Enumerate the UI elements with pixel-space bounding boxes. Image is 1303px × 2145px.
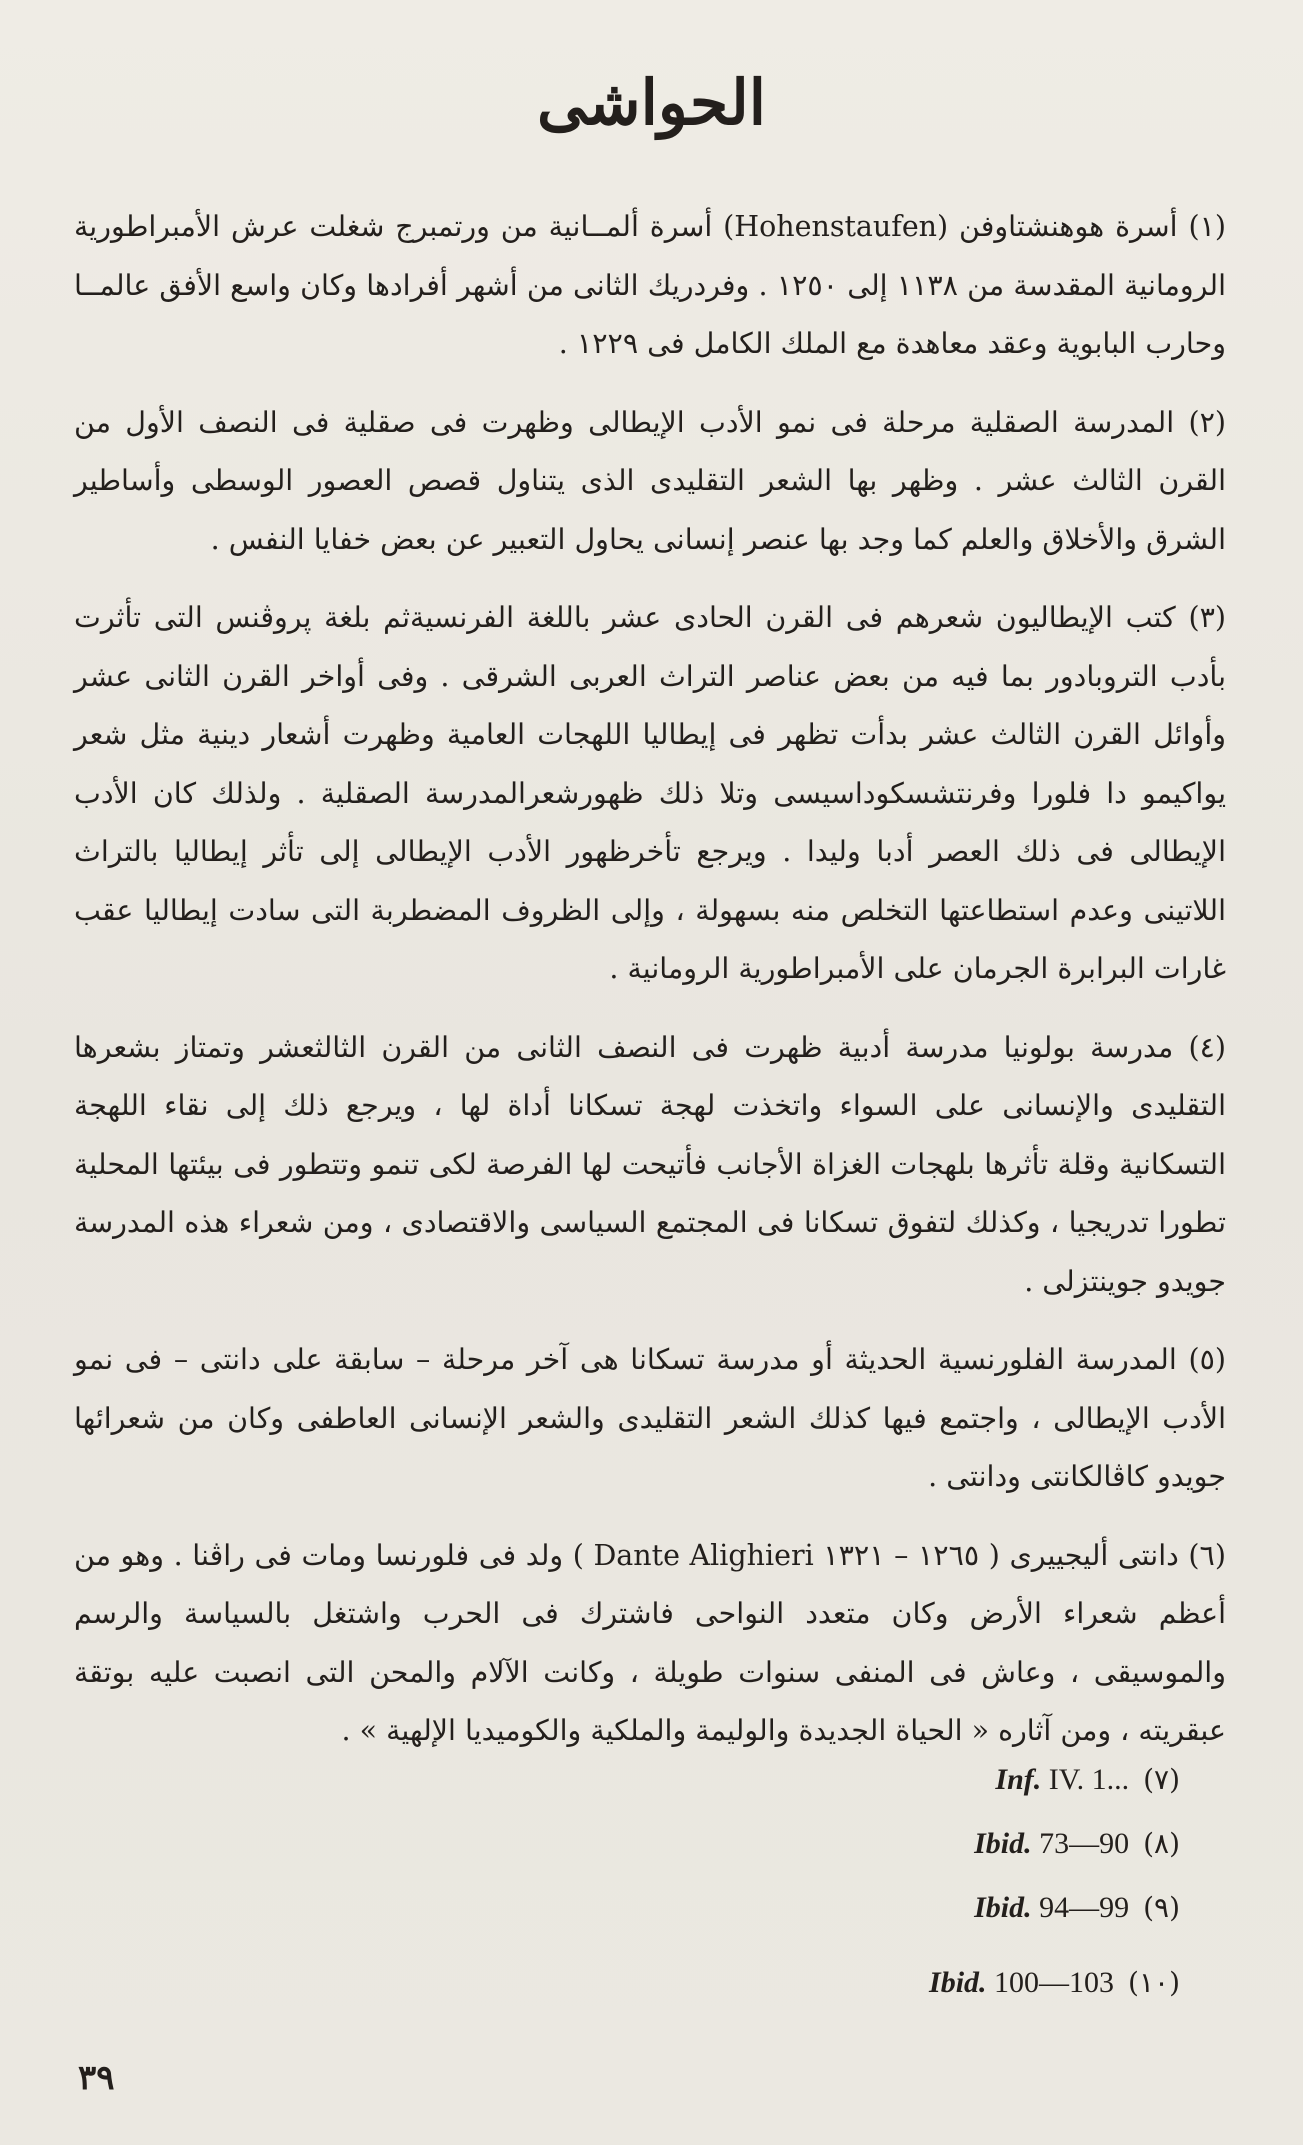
note-text: مدرسة بولونيا مدرسة أدبية ظهرت فى النصف الثانى من القرن الثالثعشر وتمتاز بشعرها التقليدى والإنسانى على السواء واتخذت لهجة تسكانا أداة لها ، ويرجع ذلك إلى نقاء اللهجة التسكانية وقلة تأثرها بلهجات الغزاة الأجانب فأتيحت لها الفرصة لكى تنمو وتتطور فى بيئتها المحلية تطورا تدريجيا ، وكذلك لتفوق تسكانا فى المجتمع السياسى والاقتصادى ، ومن شعراء هذه المدرسة جويدو جوينتزلى . [74,1030,1226,1298]
note-text: المدرسة الفلورنسية الحديثة أو مدرسة تسكانا هى آخر مرحلة – سابقة على دانتى – فى نمو الأدب الإيطالى ، واجتمع فيها كذلك الشعر التقليدى والشعر الإنسانى العاطفى وكان من شعرائها جويدو كاڤالكانتى ودانتى . [74,1343,1226,1493]
note-2 [74,394,1226,570]
ref-location: IV. 1... [1048,1763,1130,1796]
note-number: (١) [1188,210,1227,243]
note-1 [74,198,1226,374]
ref-abbreviation: Ibid. [974,1891,1032,1924]
note-number: (٣) [1188,601,1226,634]
short-note-9 [0,1880,1180,1936]
note-number: (٤) [1188,1030,1226,1064]
note-text: المدرسة الصقلية مرحلة فى نمو الأدب الإيطالى وظهرت فى صقلية فى النصف الأول من القرن الثالث عشر . وظهر بها الشعر التقليدى الذى يتناول قصص العصور الوسطى وأساطير الشرق والأخلاق والعلم كما وجد بها عنصر إنسانى يحاول التعبير عن بعض خفايا النفس . [74,405,1226,556]
ref-abbreviation: Ibid. [974,1827,1032,1860]
ref-location: 94—99 [1039,1891,1130,1924]
note-5 [74,1331,1226,1507]
note-number: (٢) [1188,405,1227,439]
ref-abbreviation: Inf. [995,1763,1042,1796]
short-note-10 [0,1955,1180,2011]
note-number: (٥) [1188,1343,1227,1376]
ref-location: 100—103 [994,1966,1115,1999]
page-title: الحواشى [536,66,767,139]
note-number: (٨) [1143,1827,1180,1860]
note-3 [74,589,1226,999]
note-number: (٧) [1143,1763,1180,1796]
page-number: ٣٩ [78,2058,115,2098]
short-note-8 [0,1816,1180,1872]
note-number: (٦) [1188,1538,1226,1572]
ref-location: 73—90 [1039,1827,1130,1860]
note-text: أسرة هوهنشتاوفن (Hohenstaufen) أسرة ألمــانية من ورتمبرج شغلت عرش الأمبراطورية الرومانية المقدسة من ١١٣٨ إلى ١٢٥٠ . وفردريك الثانى من أشهر أفرادها وكان واسع الأفق عالمــا وحارب البابوية وعقد معاهدة مع الملك الكامل فى ١٢٢٩ . [74,210,1226,360]
note-number: (١٠) [1128,1966,1180,1999]
note-text: دانتى أليجييرى ( ١٢٦٥ – ١٣٢١ Dante Alighieri ) ولد فى فلورنسا ومات فى راڤنا . وهو من أعظم شعراء الأرض وكان متعدد النواحى فاشترك فى الحرب واشتغل بالسياسة والرسم والموسيقى ، وعاش فى المنفى سنوات طويلة ، وكانت الآلام والمحن التى انصبت عليه بوتقة عبقريته ، ومن آثاره « الحياة الجديدة والوليمة والملكية والكوميديا الإلهية » . [74,1538,1226,1747]
note-4 [74,1019,1226,1312]
notes-list [74,198,1226,1781]
note-number: (٩) [1143,1891,1180,1924]
note-text: كتب الإيطاليون شعرهم فى القرن الحادى عشر باللغة الفرنسيةثم بلغة پروڤنس التى تأثرت بأدب التروبادور بما فيه من بعض عناصر التراث العربى الشرقى . وفى أواخر القرن الثانى عشر وأوائل القرن الثالث عشر بدأت تظهر فى إيطاليا اللهجات العامية وظهرت أشعار دينية مثل شعر يواكيمو دا فلورا وفرنتشسكوداسيسى وتلا ذلك ظهورشعرالمدرسة الصقلية . ولذلك كان الأدب الإيطالى فى ذلك العصر أدبا وليدا . ويرجع تأخرظهور الأدب الإيطالى إلى تأثر إيطاليا بالتراث اللاتينى وعدم استطاعتها التخلص منه بسهولة ، وإلى الظروف المضطربة التى سادت إيطاليا عقب غارات البرابرة الجرمان على الأمبراطورية الرومانية . [74,601,1226,985]
ref-abbreviation: Ibid. [929,1966,987,1999]
note-6 [74,1527,1226,1761]
short-note-7 [0,1752,1180,1808]
